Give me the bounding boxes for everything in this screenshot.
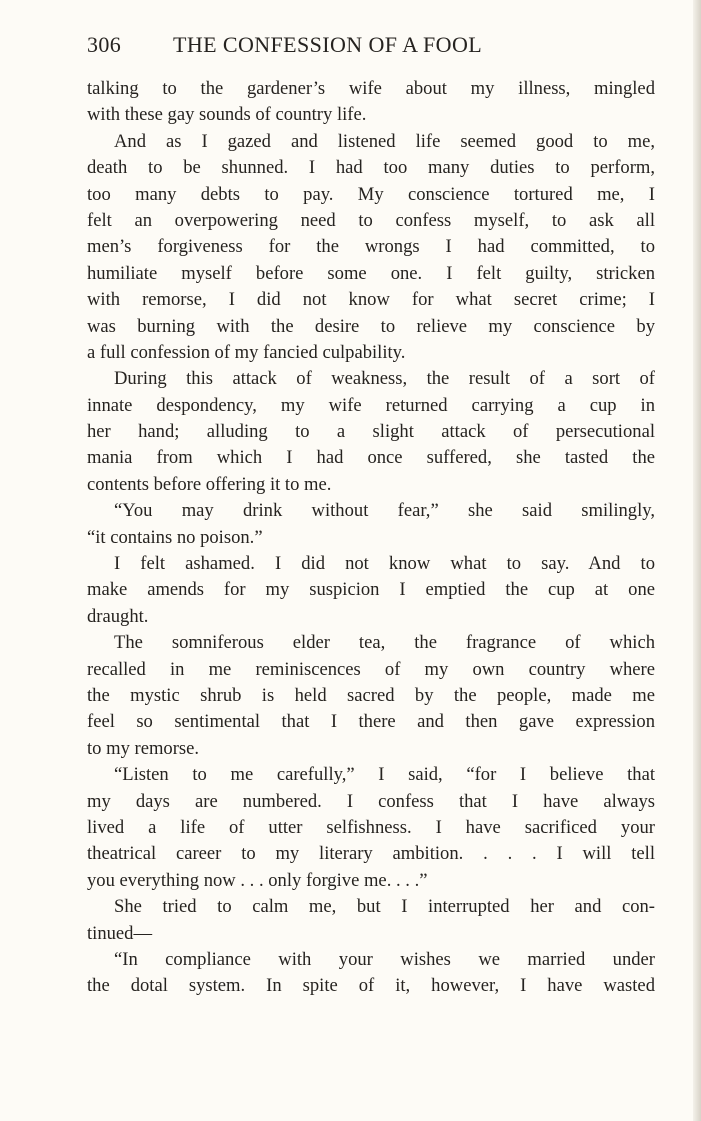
text-line: you everything now . . . only forgive me. . . .” [87,869,428,891]
text-line: mania from which I had once suffered, she tasted the [87,447,655,469]
text-line: with these gay sounds of country life. [87,104,367,126]
text-line: men’s forgiveness for the wrongs I had committed, to [87,236,655,258]
text-line: felt an overpowering need to confess myself, to ask all [87,209,655,231]
text-line: draught. [87,605,149,627]
text-line: lived a life of utter selfishness. I have sacrificed your [87,816,655,838]
text-line: death to be shunned. I had too many duties to perform, [87,157,655,179]
page-edge [693,0,701,1121]
text-line: a full confession of my fancied culpability. [87,341,406,363]
text-line: the mystic shrub is held sacred by the people, made me [87,684,655,706]
text-line: her hand; alluding to a slight attack of persecutional [87,421,655,443]
text-line: “it contains no poison.” [87,526,263,548]
text-line: talking to the gardener’s wife about my illness, mingled [87,78,655,99]
text-line: During this attack of weakness, the result of a sort of [114,368,655,390]
text-line: innate despondency, my wife returned carrying a cup in [87,394,655,416]
text-line: The somniferous elder tea, the fragrance of which [114,632,655,654]
text-line: was burning with the desire to relieve my conscience by [87,315,655,337]
text-line: tinued— [87,922,153,944]
text-line: my days are numbered. I confess that I have always [87,790,655,812]
text-line: with remorse, I did not know for what secret crime; I [87,289,655,311]
text-line: make amends for my suspicion I emptied the cup at one [87,579,655,601]
running-title: THE CONFESSION OF A FOOL [173,32,483,57]
text-line: I felt ashamed. I did not know what to say. And to [114,553,655,575]
text-line: theatrical career to my literary ambition. . . . I will tell [87,843,655,865]
text-line: “You may drink without fear,” she said smilingly, [114,500,655,522]
text-line: humiliate myself before some one. I felt guilty, stricken [87,262,655,284]
text-line: too many debts to pay. My conscience tortured me, I [87,183,655,205]
body-text [87,76,655,1000]
text-line: contents before offering it to me. [87,473,332,495]
text-line: recalled in me reminiscences of my own country where [87,658,655,680]
text-line: “In compliance with your wishes we married under [114,948,655,970]
text-line: She tried to calm me, but I interrupted her and con- [114,896,655,918]
text-line: “Listen to me carefully,” I said, “for I believe that [114,764,655,786]
text-line: to my remorse. [87,737,200,759]
text-line: And as I gazed and listened life seemed good to me, [114,130,655,152]
page-number: 306 [87,32,122,57]
text-line: the dotal system. In spite of it, however, I have wasted [87,975,655,997]
text-line: feel so sentimental that I there and then gave expression [87,711,655,733]
page-header [87,28,567,62]
